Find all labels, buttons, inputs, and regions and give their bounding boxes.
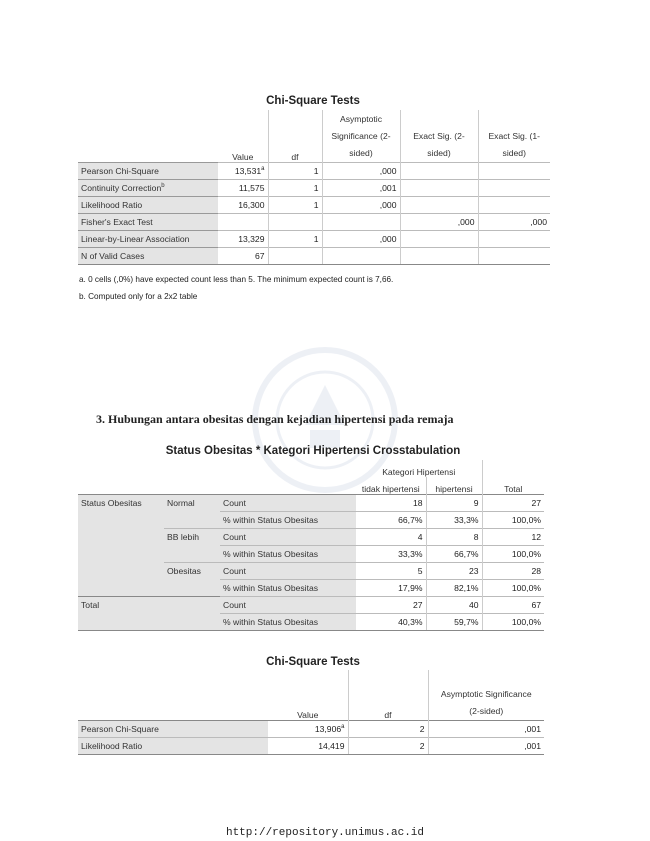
value-cell [268, 737, 348, 754]
header-asym-line1: Asymptotic [339, 113, 383, 124]
value-cell: 66,7% [356, 511, 426, 528]
row-label-text: Linear-by-Linear Association [81, 233, 190, 244]
table1-note-b: b. Computed only for a 2x2 table [79, 292, 198, 301]
value-cell: 40,3% [356, 613, 426, 630]
row-label [78, 162, 218, 179]
value-cell: 8 [426, 528, 482, 545]
header-exact2-line1: Exact Sig. (2- [413, 130, 465, 141]
header-exact2 [400, 110, 478, 162]
exact1-cell [478, 247, 550, 264]
header-exact2-line2: sided) [427, 147, 451, 158]
table-row [78, 247, 550, 264]
value-cell: 66,7% [426, 545, 482, 562]
statistic-label: % within Status Obesitas [220, 545, 356, 562]
header-exact1-line1: Exact Sig. (1- [488, 130, 541, 141]
group-label: BB lebih [164, 528, 220, 562]
value-text: 13,906 [314, 723, 342, 734]
value-text: 67 [254, 250, 265, 261]
statistic-label: % within Status Obesitas [220, 579, 356, 596]
value-cell [218, 196, 268, 213]
value-cell: 4 [356, 528, 426, 545]
row-label [78, 247, 218, 264]
value-cell: 27 [482, 494, 544, 511]
row-label [78, 196, 218, 213]
df-cell: 1 [268, 162, 322, 179]
table-row [78, 162, 550, 179]
table-row [78, 494, 544, 511]
footnote-marker: a [261, 165, 265, 172]
value-cell: 28 [482, 562, 544, 579]
statistic-label: Count [220, 494, 356, 511]
value-cell: 67 [482, 596, 544, 613]
value-cell: 82,1% [426, 579, 482, 596]
group-header: Kategori Hipertensi [356, 460, 482, 477]
asym-sig-cell [322, 213, 400, 230]
value-cell: 9 [426, 494, 482, 511]
chi-square-table-2 [78, 670, 544, 755]
value-cell: 100,0% [482, 545, 544, 562]
footnote-marker: b [161, 182, 165, 189]
row-variable-label: Status Obesitas [78, 494, 164, 596]
value-text: 16,300 [238, 199, 265, 210]
footer-url: http://repository.unimus.ac.id [225, 827, 425, 839]
header-exact1-line2: sided) [502, 147, 526, 158]
df-cell: 2 [348, 720, 428, 737]
asym-sig-cell: ,001 [428, 720, 544, 737]
asym-sig-cell [322, 247, 400, 264]
row-label-text: Fisher's Exact Test [81, 216, 153, 227]
value-cell [218, 179, 268, 196]
row-label-text: Pearson Chi-Square [81, 165, 159, 176]
footnote-marker: a [341, 723, 345, 730]
value-cell: 33,3% [356, 545, 426, 562]
row-label: Pearson Chi-Square [78, 720, 268, 737]
exact2-cell [400, 230, 478, 247]
row-label-text: Likelihood Ratio [81, 199, 143, 210]
df-cell: 1 [268, 196, 322, 213]
col-header-hipertensi: hipertensi [426, 477, 482, 494]
statistic-label: % within Status Obesitas [220, 511, 356, 528]
header-asym-line2: Significance (2- [331, 130, 391, 141]
value-cell: 100,0% [482, 579, 544, 596]
header-value: Value [218, 110, 268, 162]
value-cell [218, 230, 268, 247]
crosstab-header-blank-2 [78, 477, 356, 494]
total-label: Total [78, 596, 220, 630]
asym-sig-cell: ,000 [322, 230, 400, 247]
exact2-cell [400, 179, 478, 196]
value-text: 13,531 [234, 165, 262, 176]
statistic-label: Count [220, 596, 356, 613]
exact1-cell [478, 179, 550, 196]
statistic-label: Count [220, 562, 356, 579]
t3-header-asym-line2: (2-sided) [469, 705, 504, 716]
exact2-cell [400, 247, 478, 264]
table1-title: Chi-Square Tests [266, 95, 360, 107]
table-row [78, 720, 544, 737]
exact2-cell [400, 196, 478, 213]
value-cell: 100,0% [482, 613, 544, 630]
value-cell [268, 720, 348, 737]
group-header-blank [482, 460, 544, 477]
value-cell: 12 [482, 528, 544, 545]
statistic-label: % within Status Obesitas [220, 613, 356, 630]
df-cell [268, 213, 322, 230]
table-row [78, 179, 550, 196]
t3-header-df: df [348, 670, 428, 720]
group-label: Normal [164, 494, 220, 528]
header-exact1 [478, 110, 550, 162]
table2-title: Status Obesitas * Kategori Hipertensi Crosstabulation [165, 445, 461, 457]
asym-sig-cell: ,000 [322, 162, 400, 179]
table-row [78, 213, 550, 230]
exact1-cell [478, 230, 550, 247]
header-asym-sig [322, 110, 400, 162]
value-text: 11,575 [238, 182, 265, 193]
table-row [78, 737, 544, 754]
table-row [78, 596, 544, 613]
value-cell: 18 [356, 494, 426, 511]
value-text: 14,419 [318, 740, 345, 751]
row-label-text: N of Valid Cases [81, 250, 145, 261]
row-label [78, 179, 218, 196]
table1-note-a: a. 0 cells (,0%) have expected count less than 5. The minimum expected count is 7,66. [79, 275, 394, 284]
exact1-cell [478, 162, 550, 179]
t3-header-asym-line1: Asymptotic Significance [440, 688, 532, 699]
df-cell: 1 [268, 179, 322, 196]
table-row [78, 196, 550, 213]
exact2-cell [400, 162, 478, 179]
value-cell [218, 213, 268, 230]
value-cell: 59,7% [426, 613, 482, 630]
value-cell: 40 [426, 596, 482, 613]
value-cell [218, 247, 268, 264]
group-label: Obesitas [164, 562, 220, 596]
t3-header-blank [78, 670, 268, 720]
value-cell: 27 [356, 596, 426, 613]
asym-sig-cell: ,001 [428, 737, 544, 754]
asym-sig-cell: ,000 [322, 196, 400, 213]
table-row [78, 230, 550, 247]
value-cell: 5 [356, 562, 426, 579]
t3-header-asym [428, 670, 544, 720]
exact1-cell: ,000 [478, 213, 550, 230]
row-label-text: Continuity Correction [81, 182, 162, 193]
value-cell: 23 [426, 562, 482, 579]
df-cell: 1 [268, 230, 322, 247]
section-heading: 3. Hubungan antara obesitas dengan kejadian hipertensi pada remaja [96, 412, 454, 426]
exact1-cell [478, 196, 550, 213]
header-blank [78, 110, 218, 162]
table3-title: Chi-Square Tests [266, 656, 360, 668]
statistic-label: Count [220, 528, 356, 545]
chi-square-table-1 [78, 110, 550, 265]
row-label [78, 213, 218, 230]
t3-header-value: Value [268, 670, 348, 720]
row-label [78, 230, 218, 247]
asym-sig-cell: ,001 [322, 179, 400, 196]
value-cell: 33,3% [426, 511, 482, 528]
header-asym-line3: sided) [349, 147, 373, 158]
value-text: 13,329 [238, 233, 265, 244]
header-df: df [268, 110, 322, 162]
row-label: Likelihood Ratio [78, 737, 268, 754]
df-cell [268, 247, 322, 264]
value-cell: 100,0% [482, 511, 544, 528]
col-header-total: Total [504, 483, 523, 494]
crosstab-header-blank [78, 460, 356, 477]
value-cell: 17,9% [356, 579, 426, 596]
df-cell: 2 [348, 737, 428, 754]
exact2-cell: ,000 [400, 213, 478, 230]
value-cell [218, 162, 268, 179]
crosstab-table [78, 460, 544, 631]
col-header-tidak: tidak hipertensi [356, 477, 426, 494]
